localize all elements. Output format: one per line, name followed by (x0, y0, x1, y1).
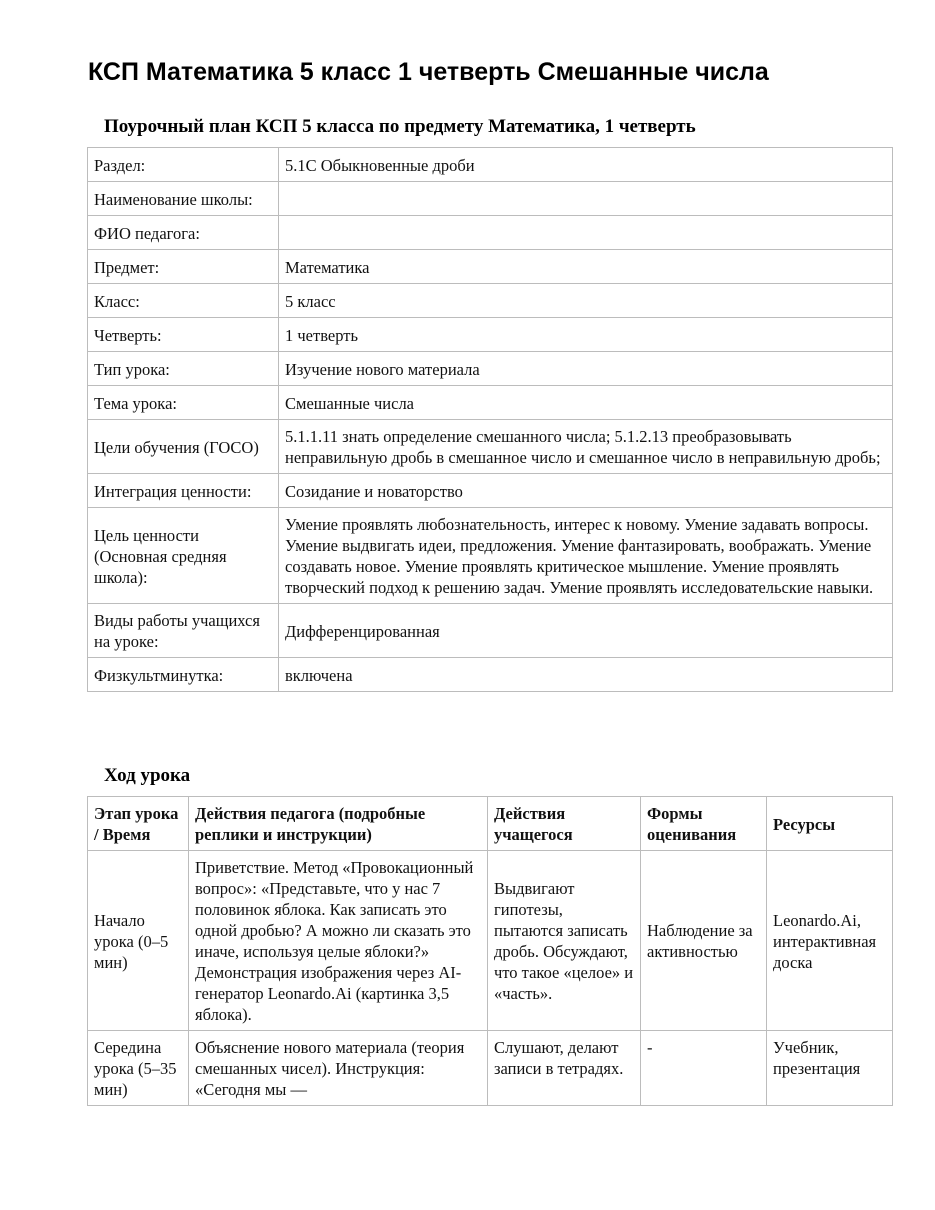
column-header-teacher: Действия педагога (подробные реплики и инструкции) (189, 797, 488, 851)
stage-cell: Начало урока (0–5 мин) (88, 851, 189, 1031)
info-value: 5 класс (279, 284, 893, 318)
info-row-section (88, 148, 893, 182)
info-value: Созидание и новаторство (279, 474, 893, 508)
column-header-stage: Этап урока / Время (88, 797, 189, 851)
column-header-assessment: Формы оценивания (641, 797, 767, 851)
info-row-value-integration (88, 474, 893, 508)
lesson-heading: Ход урока (104, 765, 191, 786)
info-row-objectives (88, 420, 893, 474)
info-label: Тема урока: (88, 386, 279, 420)
info-label: Наименование школы: (88, 182, 279, 216)
student-actions-cell: Выдвигают гипотезы, пытаются записать дробь. Обсуждают, что такое «целое» и «часть». (488, 851, 641, 1031)
info-label: Физкультминутка: (88, 658, 279, 692)
info-value: включена (279, 658, 893, 692)
info-row-school (88, 182, 893, 216)
info-value: Математика (279, 250, 893, 284)
info-row-lesson-type (88, 352, 893, 386)
info-label: Класс: (88, 284, 279, 318)
info-value: Умение проявлять любознательность, интерес к новому. Умение задавать вопросы. Умение выдвигать идеи, предложения. Умение фантазировать, воображать. Умение создавать новое. Умение проявлять критическое мышление. Умение проявлять творческий подход к решению задач. Умение проявлять исследовательские навыки. (279, 508, 893, 604)
column-header-student: Действия учащегося (488, 797, 641, 851)
resources-cell: Учебник, презентация (767, 1031, 893, 1106)
assessment-cell: Наблюдение за активностью (641, 851, 767, 1031)
info-label: Интеграция ценности: (88, 474, 279, 508)
info-value: 1 четверть (279, 318, 893, 352)
info-value (279, 182, 893, 216)
info-label: Виды работы учащихся на уроке: (88, 604, 279, 658)
stage-cell: Середина урока (5–35 мин) (88, 1031, 189, 1106)
info-row-subject (88, 250, 893, 284)
student-actions-cell: Слушают, делают записи в тетрадях. (488, 1031, 641, 1106)
info-row-topic (88, 386, 893, 420)
info-label: Цель ценности (Основная средняя школа): (88, 508, 279, 604)
info-value (279, 216, 893, 250)
resources-cell: Leonardo.Ai, интерактивная доска (767, 851, 893, 1031)
info-label: ФИО педагога: (88, 216, 279, 250)
column-header-resources: Ресурсы (767, 797, 893, 851)
info-value: Смешанные числа (279, 386, 893, 420)
info-value: 5.1.1.11 знать определение смешанного числа; 5.1.2.13 преобразовывать неправильную дробь в смешанное число и смешанное число в неправильную дробь; (279, 420, 893, 474)
info-row-value-goal (88, 508, 893, 604)
info-value: 5.1С Обыкновенные дроби (279, 148, 893, 182)
assessment-cell: - (641, 1031, 767, 1106)
info-label: Предмет: (88, 250, 279, 284)
info-row-quarter (88, 318, 893, 352)
teacher-actions-cell: Приветствие. Метод «Провокационный вопрос»: «Представьте, что у нас 7 половинок яблока. Как записать это одной дробью? А можно ли сказать это иначе, используя целые яблоки?» Демонстрация изображения через AI-генератор Leonardo.Ai (картинка 3,5 яблока). (189, 851, 488, 1031)
info-value: Дифференцированная (279, 604, 893, 658)
document-title: КСП Математика 5 класс 1 четверть Смешанные числа (88, 58, 769, 86)
info-label: Цели обучения (ГОСО) (88, 420, 279, 474)
lesson-info-table (87, 147, 893, 692)
info-row-grade (88, 284, 893, 318)
info-row-physical-break (88, 658, 893, 692)
info-label: Раздел: (88, 148, 279, 182)
info-value: Изучение нового материала (279, 352, 893, 386)
info-label: Тип урока: (88, 352, 279, 386)
table-row (88, 1031, 893, 1106)
info-label: Четверть: (88, 318, 279, 352)
info-row-work-types (88, 604, 893, 658)
plan-heading: Поурочный план КСП 5 класса по предмету Математика, 1 четверть (104, 116, 696, 137)
info-row-teacher (88, 216, 893, 250)
table-row (88, 851, 893, 1031)
teacher-actions-cell: Объяснение нового материала (теория смешанных чисел). Инструкция: «Сегодня мы — (189, 1031, 488, 1106)
lesson-header-row (88, 797, 893, 851)
lesson-flow-table (87, 796, 893, 1106)
